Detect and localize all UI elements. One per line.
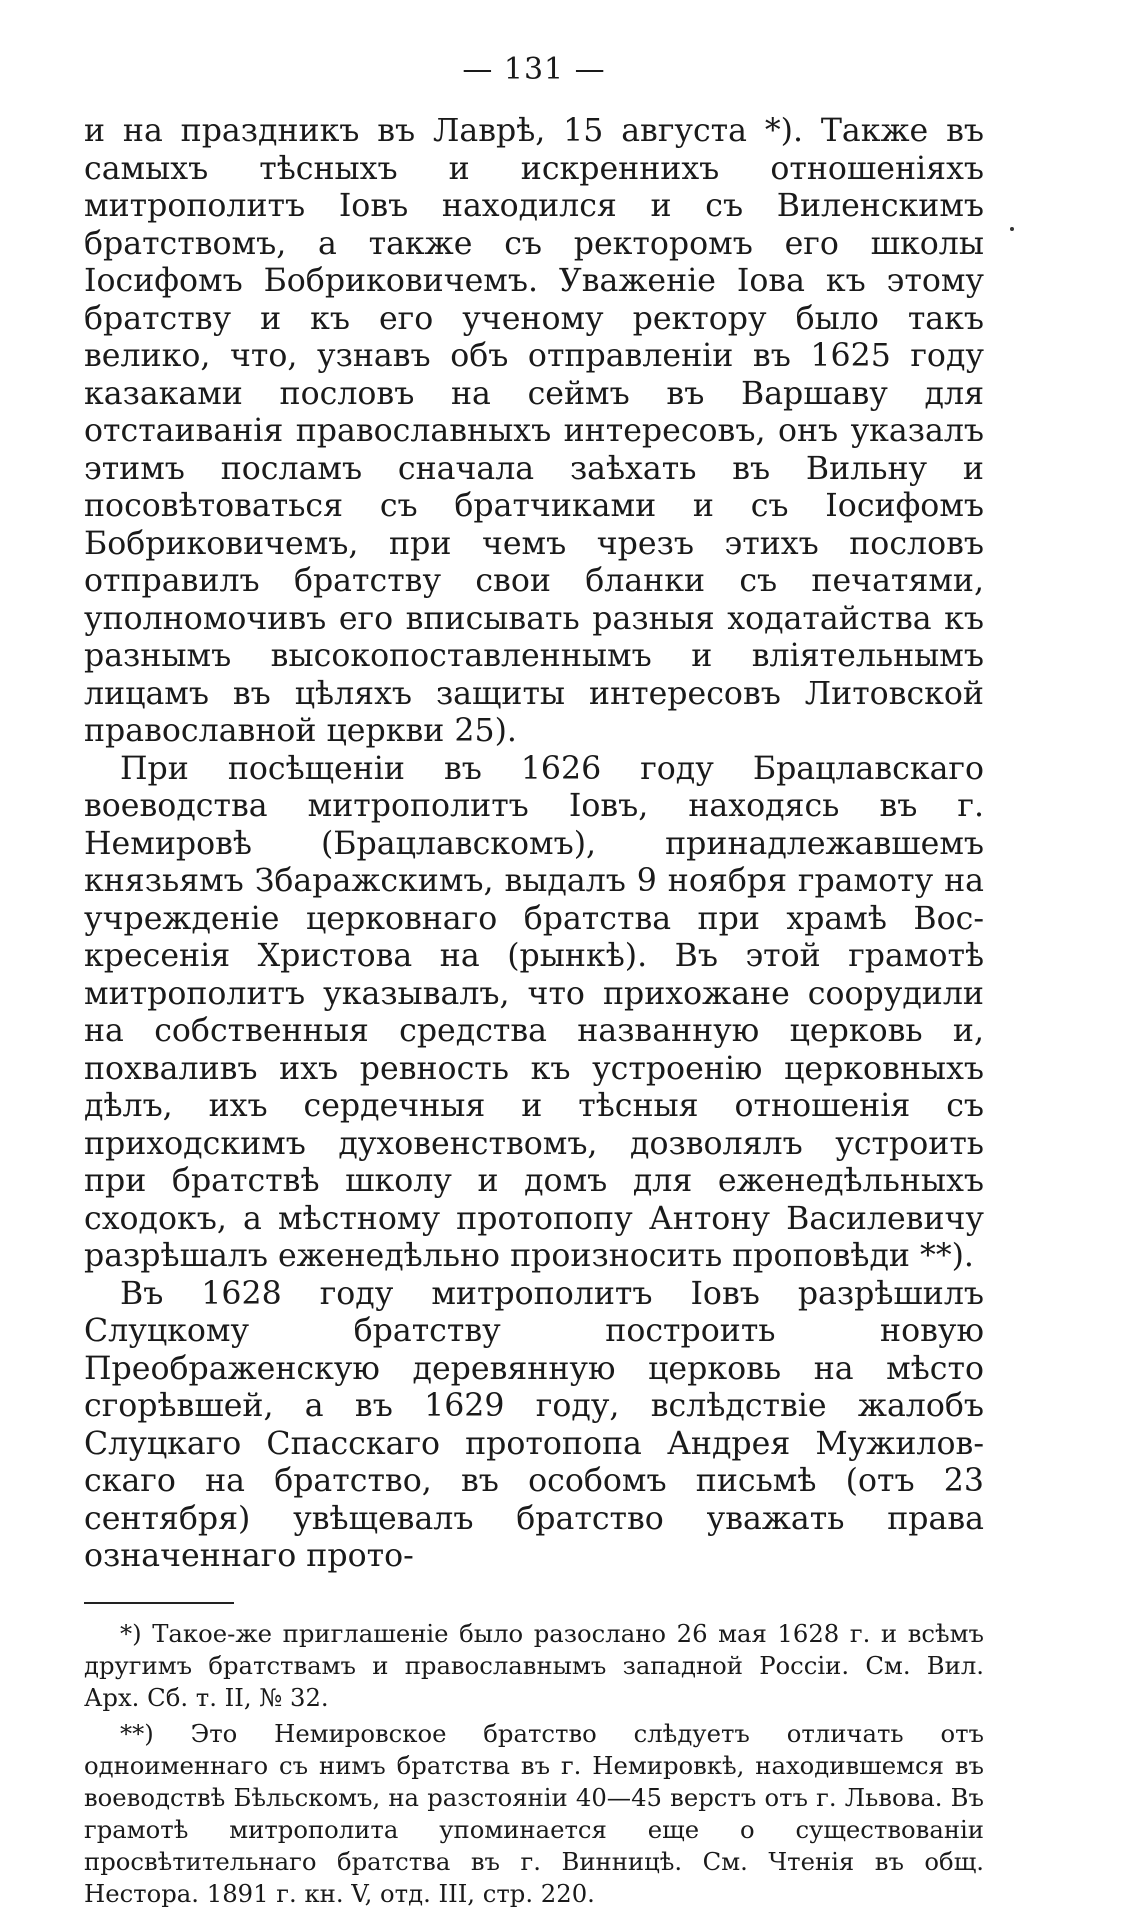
footnotes (84, 1618, 984, 1910)
paragraph-1: и на праздникъ въ Лаврѣ, 15 августа *). Также въ самыхъ тѣсныхъ и искреннихъ отношеніяхъ митрополитъ Іовъ находился и съ Виленскимъ братствомъ, а также съ ректоромъ его школы Іосифомъ Бобриковичемъ. Уваженіе Іова къ этому братству и къ его ученому ректору было такъ велико, что, узнавъ объ отправленіи въ 1625 году казаками пословъ на сеймъ въ Варшаву для отстаиванія православныхъ интересовъ, онъ указалъ этимъ посламъ сначала заѣхать въ Вильну и посовѣтоваться съ братчиками и съ Іосифомъ Бобриковичемъ, при чемъ чрезъ этихъ пословъ отправилъ братству свои бланки съ печатями, уполномочивъ его вписывать разныя ходатайства къ разнымъ высокопоставленнымъ и вліятельнымъ лицамъ въ цѣляхъ защиты интересовъ Литовской православной церкви 25). (84, 113, 984, 749)
main-text (84, 113, 984, 1576)
book-page (84, 52, 984, 1910)
page-number: — 131 — (462, 52, 606, 87)
footnote-1: *) Такое-же приглашеніе было разослано 26 мая 1628 г. и всѣмъ другимъ братствамъ и православнымъ западной Россіи. См. Вил. Арх. Сб. т. II, № 32. (84, 1618, 984, 1712)
footnote-divider (84, 1602, 234, 1604)
margin-mark (1010, 227, 1014, 231)
paragraph-2: При посѣщеніи въ 1626 году Брацлавскаго воеводства митрополитъ Іовъ, находясь въ г. Немировѣ (Брацлавскомъ), принадлежавшемъ князьямъ Збаражскимъ, выдалъ 9 ноября грамоту на учрежденіе церковнаго братства при храмѣ Воскресенія Христова на (рынкѣ). Въ этой грамотѣ митрополитъ указывалъ, что прихожане соорудили на собственныя средства названную церковь и, похваливъ ихъ ревность къ устроенію церковныхъ дѣлъ, ихъ сердечныя и тѣсныя отношенія съ приходскимъ духовенствомъ, дозволялъ устроить при братствѣ школу и домъ для еженедѣльныхъ сходокъ, а мѣстному протопопу Антону Василевичу разрѣшалъ еженедѣльно произносить проповѣди **). (84, 750, 984, 1274)
paragraph-3: Въ 1628 году митрополитъ Іовъ разрѣшилъ Слуцкому братству построить новую Преображенскую деревянную церковь на мѣсто сгорѣвшей, а въ 1629 году, вслѣдствіе жалобъ Слуцкаго Спасскаго протопопа Андрея Мужиловскаго на братство, въ особомъ письмѣ (отъ 23 сентября) увѣщевалъ братство уважать права означеннаго прото- (84, 1275, 984, 1574)
footnote-2: **) Это Немировское братство слѣдуетъ отличать отъ одноименнаго съ нимъ братства въ г. Немировкѣ, находившемся въ воеводствѣ Бѣльскомъ, на разстояніи 40—45 верстъ отъ г. Львова. Въ грамотѣ митрополита упоминается еще о существованіи просвѣтительнаго братства въ г. Винницѣ. См. Чтенія въ общ. Нестора. 1891 г. кн. V, отд. III, стр. 220. (84, 1718, 984, 1908)
